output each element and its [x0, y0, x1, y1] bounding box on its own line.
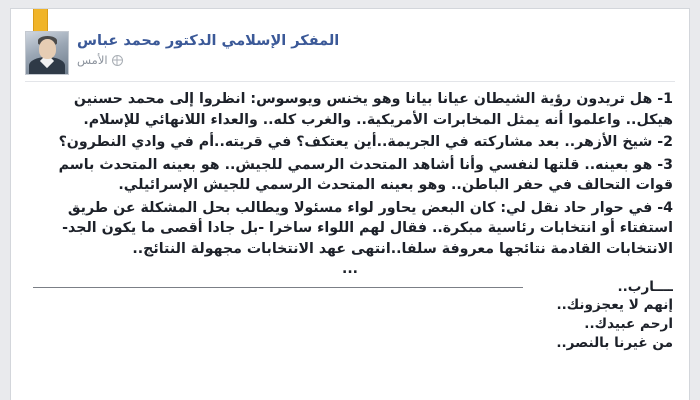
post-paragraph: 1- هل تريدون رؤية الشيطان عيانا بيانا وهو يخنس ويوسوس: انظروا إلى محمد حسنين هيكل.. واعلموا أنه يمثل المخابرات الأمريكية.. والغرب كله.. والعداء اللانهائي للإسلام.: [73, 91, 673, 128]
tail-line: ارحم عبيدك..: [584, 316, 673, 332]
post-paragraph: 3- هو بعينه.. قلتها لنفسي وأنا أشاهد المتحدث الرسمي للجيش.. هو بعينه المتحدث باسم قوات التحالف في حفر الباطن.. وهو بعينه المتحدث الرسمي للجيش الإسرائيلي.: [58, 156, 673, 193]
tail-line: إنهم لا يعجزونك..: [556, 297, 673, 313]
ellipsis-line: ...: [342, 261, 358, 277]
post-paragraph: 4- في حوار حاد نقل لي: كان البعض يحاور لواء مسئولا ويطالب بحل المشكلة عن طريق استفتاء أو انتخابات رئاسية مبكرة.. فقال لهم اللواء ساخرا -بل جادا أقصى ما يكون الجد- الانتخابات القادمة نتائجها معروفة سلفا..انتهى عهد الانتخابات مجهولة النتائج..: [62, 199, 673, 257]
header-divider: [25, 81, 675, 82]
post-paragraph: 2- شيخ الأزهر.. بعد مشاركته في الجريمة..أين يعتكف؟ في قريته..أم في وادي النطرون؟: [58, 134, 673, 150]
avatar[interactable]: [25, 31, 69, 75]
rule-text: ــــارب..: [617, 279, 673, 295]
signature-rule: [27, 278, 673, 296]
avatar-face: [39, 39, 56, 59]
bookmark-ribbon-icon[interactable]: [33, 9, 48, 31]
post-card: [10, 8, 690, 400]
post-body: [27, 89, 673, 400]
horizontal-rule: [33, 287, 523, 288]
author-name-link[interactable]: المفكر الإسلامي الدكتور محمد عباس: [77, 33, 340, 49]
post-header: [25, 31, 675, 77]
page-background-left: [0, 0, 10, 400]
post-timestamp[interactable]: الأمس: [77, 53, 108, 67]
tail-line: من غيرنا بالنصر..: [556, 335, 673, 351]
globe-icon: [112, 55, 123, 66]
page-background-top: [0, 0, 700, 8]
author-block: [77, 31, 339, 67]
page-background-right: [690, 0, 700, 400]
post-meta: [77, 53, 123, 67]
